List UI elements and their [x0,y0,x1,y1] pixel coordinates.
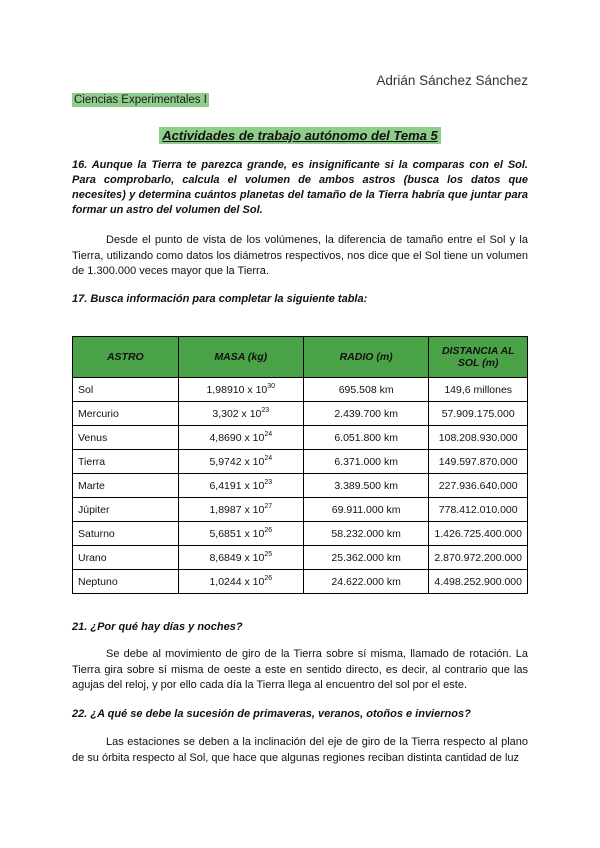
cell-mass [178,546,303,570]
cell-radius: 6.051.800 km [303,426,429,450]
mass-exponent: 25 [264,550,273,558]
cell-distance: 108.208.930.000 [429,426,528,450]
planets-table [72,336,528,594]
course-name: Ciencias Experimentales I [74,94,207,106]
mass-base: 1,98910 x 10 [206,383,268,396]
cell-mass [178,426,303,450]
mass-exponent: 23 [264,478,273,486]
mass-base: 5,9742 x 10 [209,455,265,468]
mass-base: 8,6849 x 10 [209,551,265,564]
cell-distance: 1.426.725.400.000 [429,522,528,546]
table-row [73,402,528,426]
cell-astro: Neptuno [73,570,179,594]
cell-astro: Venus [73,426,179,450]
mass-base: 3,302 x 10 [212,407,262,420]
cell-mass [178,378,303,402]
cell-astro: Marte [73,474,179,498]
cell-radius: 695.508 km [303,378,429,402]
mass-exponent: 23 [261,406,270,414]
question-17: 17. Busca información para completar la siguiente tabla: [72,293,368,305]
header-distance: DISTANCIA AL SOL (m) [429,337,528,378]
table-row [73,450,528,474]
cell-astro: Tierra [73,450,179,474]
table-header-row [73,337,528,378]
cell-astro: Sol [73,378,179,402]
table-row [73,498,528,522]
answer-22-text: Las estaciones se deben a la inclinación del eje de giro de la Tierra respecto al plano de su órbita respecto al Sol, que hace que algunas regiones reciban distinta cantidad de luz [72,736,528,764]
cell-mass [178,570,303,594]
title-wrapper [0,127,600,145]
answer-16 [72,233,528,280]
cell-astro: Saturno [73,522,179,546]
cell-radius: 58.232.000 km [303,522,429,546]
answer-22 [72,735,528,766]
cell-radius: 24.622.000 km [303,570,429,594]
question-21: 21. ¿Por qué hay días y noches? [72,621,243,633]
cell-astro: Urano [73,546,179,570]
question-16: 16. Aunque la Tierra te parezca grande, es insignificante si la comparas con el Sol. Para comprobarlo, calcula el volumen de ambos astros (busca los datos que necesites) y determina cuántos planetas del tamaño de la Tierra habría que juntar para formar un astro del volumen del Sol. [72,159,528,216]
document-title: Actividades de trabajo autónomo del Tema 5 [159,127,440,144]
author-name: Adrián Sánchez Sánchez [376,73,528,88]
answer-21-text: Se debe al movimiento de giro de la Tierra sobre sí misma, llamado de rotación. La Tierra gira sobre sí misma de oeste a este en sentido directo, es decir, al contrario que las agujas del reloj, y por ello cada día la Tierra llega al encuentro del sol por el este. [72,648,528,691]
cell-mass [178,498,303,522]
mass-base: 6,4191 x 10 [209,479,265,492]
cell-radius: 69.911.000 km [303,498,429,522]
mass-exponent: 27 [264,502,273,510]
cell-distance: 57.909.175.000 [429,402,528,426]
mass-exponent: 26 [264,526,273,534]
cell-mass [178,402,303,426]
mass-exponent: 24 [264,454,273,462]
table-row [73,426,528,450]
cell-distance: 227.936.640.000 [429,474,528,498]
cell-distance: 149,6 millones [429,378,528,402]
cell-distance: 4.498.252.900.000 [429,570,528,594]
table-row [73,522,528,546]
table-row [73,474,528,498]
table-row [73,570,528,594]
cell-distance: 778.412.010.000 [429,498,528,522]
cell-astro: Júpiter [73,498,179,522]
cell-radius: 25.362.000 km [303,546,429,570]
header-mass: MASA (kg) [178,337,303,378]
cell-mass [178,522,303,546]
cell-mass [178,474,303,498]
header-radius: RADIO (m) [303,337,429,378]
cell-radius: 2.439.700 km [303,402,429,426]
cell-distance: 149.597.870.000 [429,450,528,474]
answer-21 [72,647,528,694]
cell-radius: 6.371.000 km [303,450,429,474]
mass-exponent: 30 [267,382,276,390]
cell-astro: Mercurio [73,402,179,426]
mass-exponent: 26 [264,574,273,582]
cell-radius: 3.389.500 km [303,474,429,498]
table-body [73,378,528,594]
header-astro: ASTRO [73,337,179,378]
mass-base: 1,0244 x 10 [209,575,265,588]
mass-base: 5,6851 x 10 [209,527,265,540]
cell-mass [178,450,303,474]
mass-base: 1,8987 x 10 [209,503,265,516]
table-row [73,546,528,570]
mass-base: 4,8690 x 10 [209,431,265,444]
question-22: 22. ¿A qué se debe la sucesión de primaveras, veranos, otoños e inviernos? [72,708,471,720]
table-row [73,378,528,402]
answer-16-text: Desde el punto de vista de los volúmenes, la diferencia de tamaño entre el Sol y la Tierra, utilizando como datos los diámetros respectivos, nos dice que el Sol tiene un volumen de 1.300.000 veces mayor que la Tierra. [72,234,528,277]
cell-distance: 2.870.972.200.000 [429,546,528,570]
mass-exponent: 24 [264,430,273,438]
